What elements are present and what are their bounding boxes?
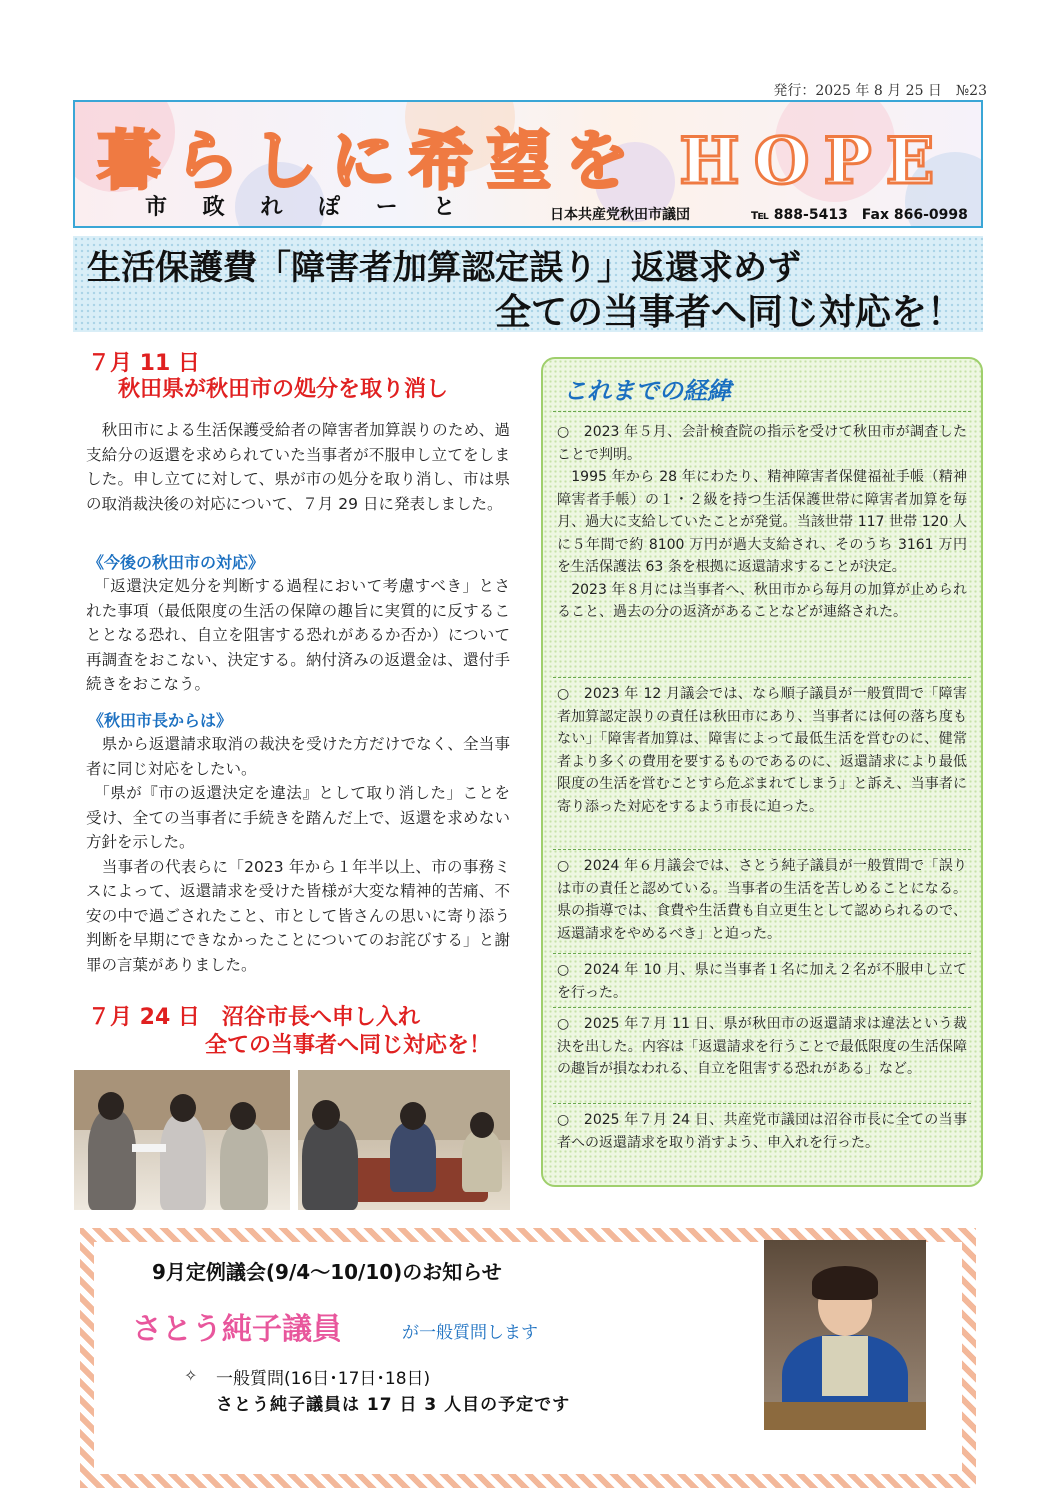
notice-box [80, 1228, 976, 1488]
timeline-entry: ○ 2024 年 10 月、県に当事者１名に加え２名が不服申し立てを行った。 [557, 962, 967, 1001]
question-note: が一般質問します [402, 1323, 538, 1343]
headline-band [73, 236, 983, 332]
timeline-entry: ○ 2023 年 12 月議会では、なら順子議員が一般質問で「障害者加算認定誤りの責任は秋田市にあり、当事者には何の落ち度もない」「障害者加算は、障害によって最低生活を営むのに、健常者より多くの費用を要するものであるのに、返還請求により最低限度の生活を営むことすら危ぶまれてしまう」と訴え、当事者に寄り添った対応をするよう市長に迫った。 [557, 686, 967, 815]
masthead-subtitle: 市 政 れ ぽ ー と [145, 195, 470, 220]
diamond-bullet-icon: ✧ [184, 1366, 198, 1385]
divider [553, 677, 971, 678]
question-dates: 一般質問(16日･17日･18日) [216, 1369, 431, 1389]
timeline-title: これまでの経緯 [563, 377, 731, 405]
meeting-photo-1 [74, 1070, 290, 1210]
masthead-title: 暮らしに希望を HOPE [97, 124, 949, 199]
person-figure [160, 1114, 206, 1210]
person-figure [302, 1120, 358, 1210]
mayor-paragraph: 県から返還請求取消の裁決を受けた方だけでなく、全当事者に同じ対応をしたい。 「県が『市の返還決定を違法』として取り消した」ことを受け、全ての当事者に手続きを踏んだ上で、返還を求めない方針を示した。 当事者の代表らに「2023 年から１年半以上、市の事務ミスによって、返還請求を受けた皆様が大変な精神的苦痛、不安の中で過ごされたこと、市として皆さんの思いに寄り添う判断を早期にできなかったことについてのお詫びする」と謝罪の言葉がありました。 [86, 735, 510, 974]
city-response-paragraph: 「返還決定処分を判断する過程において考慮すべき」とされた事項（最低限度の生活の保障の趣旨に実質的に反することとなる恐れ、自立を阻害する恐れがあるか否か）について再調査をおこない、決定する。納付済みの返還金は、還付手続きをおこなう。 [86, 577, 510, 693]
headline-line-1: 生活保護費「障害者加算認定誤り」返還求めず [87, 248, 801, 288]
organization-name: 日本共産党秋田市議団 [550, 207, 690, 223]
councillor-photo [764, 1240, 926, 1430]
section1-date: ７月 11 日 [88, 351, 200, 376]
hair [812, 1266, 878, 1300]
section2-heading: ７月 24 日 沼谷市長へ申し入れ [88, 1005, 420, 1030]
person-head [170, 1094, 196, 1122]
person-head [470, 1112, 494, 1138]
timeline-entry: ○ 2025 年７月 11 日、県が秋田市の返還請求は違法という裁決を出した。内容は「返還請求を行うことで最低限度の生活保障の趣旨が損なわれる、自立を阻害する恐れがある」など。 [557, 1016, 967, 1077]
timeline-entry: ○ 2025 年７月 24 日、共産党市議団は沼谷市長に全ての当事者への返還請求を取り消すよう、申入れを行った。 [557, 1112, 967, 1151]
councillor-name: さとう純子議員 [132, 1312, 342, 1347]
contact-info: ℡ 888-5413 Fax 866-0998 [751, 207, 968, 223]
subheading-mayor: 《秋田市長からは》 [88, 711, 233, 730]
divider [553, 953, 971, 954]
person-figure [220, 1122, 268, 1210]
podium [764, 1402, 926, 1430]
subheading-city-response: 《今後の秋田市の対応》 [88, 553, 265, 572]
section1-title: 秋田県が秋田市の処分を取り消し [118, 377, 449, 402]
person-head [98, 1092, 124, 1120]
timeline-box [541, 357, 983, 1187]
notice-title: 9月定例議会(9/4～10/10)のお知らせ [152, 1260, 502, 1284]
headline-line-2: 全ての当事者へ同じ対応を！ [494, 292, 963, 333]
timeline-entry: ○ 2024 年６月議会では、さとう純子議員が一般質問で「誤りは市の責任と認めている。当事者の生活を苦しめることになる。県の指導では、食費や生活費も自立更生として認められるので、返還請求をやめるべき」と迫った。 [557, 858, 967, 942]
divider [553, 1007, 971, 1008]
meeting-photo-2 [298, 1070, 510, 1210]
person-head [312, 1100, 340, 1130]
person-figure [390, 1122, 436, 1192]
section2-subheading: 全ての当事者へ同じ対応を！ [205, 1033, 492, 1058]
masthead [73, 100, 983, 228]
divider [553, 411, 971, 412]
section1-paragraph: 秋田市による生活保護受給者の障害者加算誤りのため、過支給分の返還を求められていた当事者が不服申し立てをしました。申し立てに対して、県が市の処分を取り消し、市は県の取消裁決後の対応について、７月 29 日に発表しました。 [86, 421, 510, 513]
question-schedule: さとう純子議員は 17 日 3 人目の予定です [216, 1395, 571, 1415]
person-figure [88, 1110, 136, 1210]
issue-date: 発行：2025 年 8 月 25 日 №23 [773, 83, 987, 99]
person-figure [462, 1130, 502, 1192]
divider [553, 1103, 971, 1104]
timeline-entry: ○ 2023 年５月、会計検査院の指示を受けて秋田市が調査したことで判明。 1995 年から 28 年にわたり、精神障害者保健福祉手帳（精神障害者手帳）の１・２級を持つ生活保護世帯に障害者加算を毎月、過大に支給していたことが発覚。当該世帯 117 世帯 120 人に５年間で約 8100 万円が過大支給され、そのうち 3161 万円を生活保護法 63 条を根拠に返還請求することが決定。 2023 年８月には当事者へ、秋田市から毎月の加算が止められること、過去の分の返済があることなどが連絡された。 [557, 424, 967, 620]
notice-inner [94, 1242, 962, 1474]
divider [553, 849, 971, 850]
person-head [400, 1102, 426, 1130]
person-head [230, 1102, 256, 1130]
document-paper [132, 1144, 166, 1152]
blouse [822, 1336, 868, 1396]
